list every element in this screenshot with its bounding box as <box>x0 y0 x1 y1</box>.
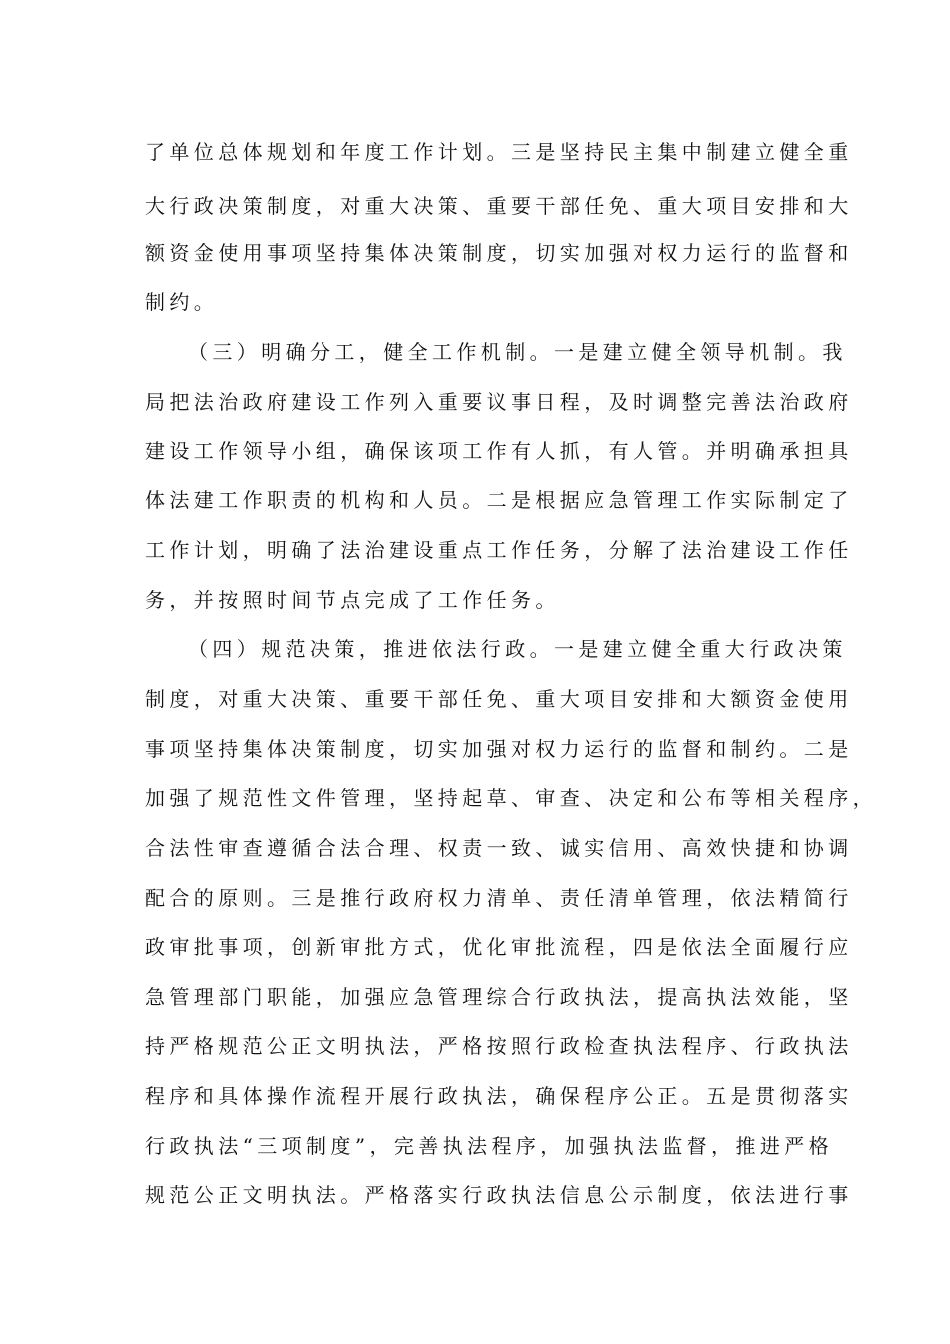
text-line: 配合的原则。三是推行政府权力清单、责任清单管理，依法精简行 <box>145 886 853 910</box>
text-line: 体法建工作职责的机构和人员。二是根据应急管理工作实际制定了 <box>145 488 853 512</box>
text-line: 规范公正文明执法。严格落实行政执法信息公示制度，依法进行事 <box>145 1183 853 1207</box>
section-heading-line: （三）明确分工，健全工作机制。一是建立健全领导机制。我 <box>188 340 847 364</box>
text-line: 政审批事项，创新审批方式，优化审批流程，四是依法全面履行应 <box>145 935 853 959</box>
text-line: 制约。 <box>145 290 219 314</box>
section-heading-line: （四）规范决策，推进依法行政。一是建立健全重大行政决策 <box>188 637 847 661</box>
text-line: 工作计划，明确了法治建设重点工作任务，分解了法治建设工作任 <box>145 538 853 562</box>
text-line: 务，并按照时间节点完成了工作任务。 <box>145 588 560 612</box>
text-line: 事项坚持集体决策制度，切实加强对权力运行的监督和制约。二是 <box>145 737 853 761</box>
text-line: 急管理部门职能，加强应急管理综合行政执法，提高执法效能，坚 <box>145 985 853 1009</box>
text-line: 建设工作领导小组，确保该项工作有人抓，有人管。并明确承担具 <box>145 439 853 463</box>
text-line: 额资金使用事项坚持集体决策制度，切实加强对权力运行的监督和 <box>145 241 853 265</box>
text-line: 制度，对重大决策、重要干部任免、重大项目安排和大额资金使用 <box>145 687 853 711</box>
text-line: 加强了规范性文件管理，坚持起草、审查、决定和公布等相关程序， <box>145 786 877 810</box>
text-line: 局把法治政府建设工作列入重要议事日程，及时调整完善法治政府 <box>145 390 853 414</box>
text-line: 了单位总体规划和年度工作计划。三是坚持民主集中制建立健全重 <box>145 140 853 164</box>
text-line: 持严格规范公正文明执法，严格按照行政检查执法程序、行政执法 <box>145 1034 853 1058</box>
text-line: 大行政决策制度，对重大决策、重要干部任免、重大项目安排和大 <box>145 194 853 218</box>
text-line: 合法性审查遵循合法合理、权责一致、诚实信用、高效快捷和协调 <box>145 836 853 860</box>
text-line: 程序和具体操作流程开展行政执法，确保程序公正。五是贯彻落实 <box>145 1084 853 1108</box>
text-line: 行政执法“三项制度”，完善执法程序，加强执法监督，推进严格 <box>145 1134 834 1158</box>
